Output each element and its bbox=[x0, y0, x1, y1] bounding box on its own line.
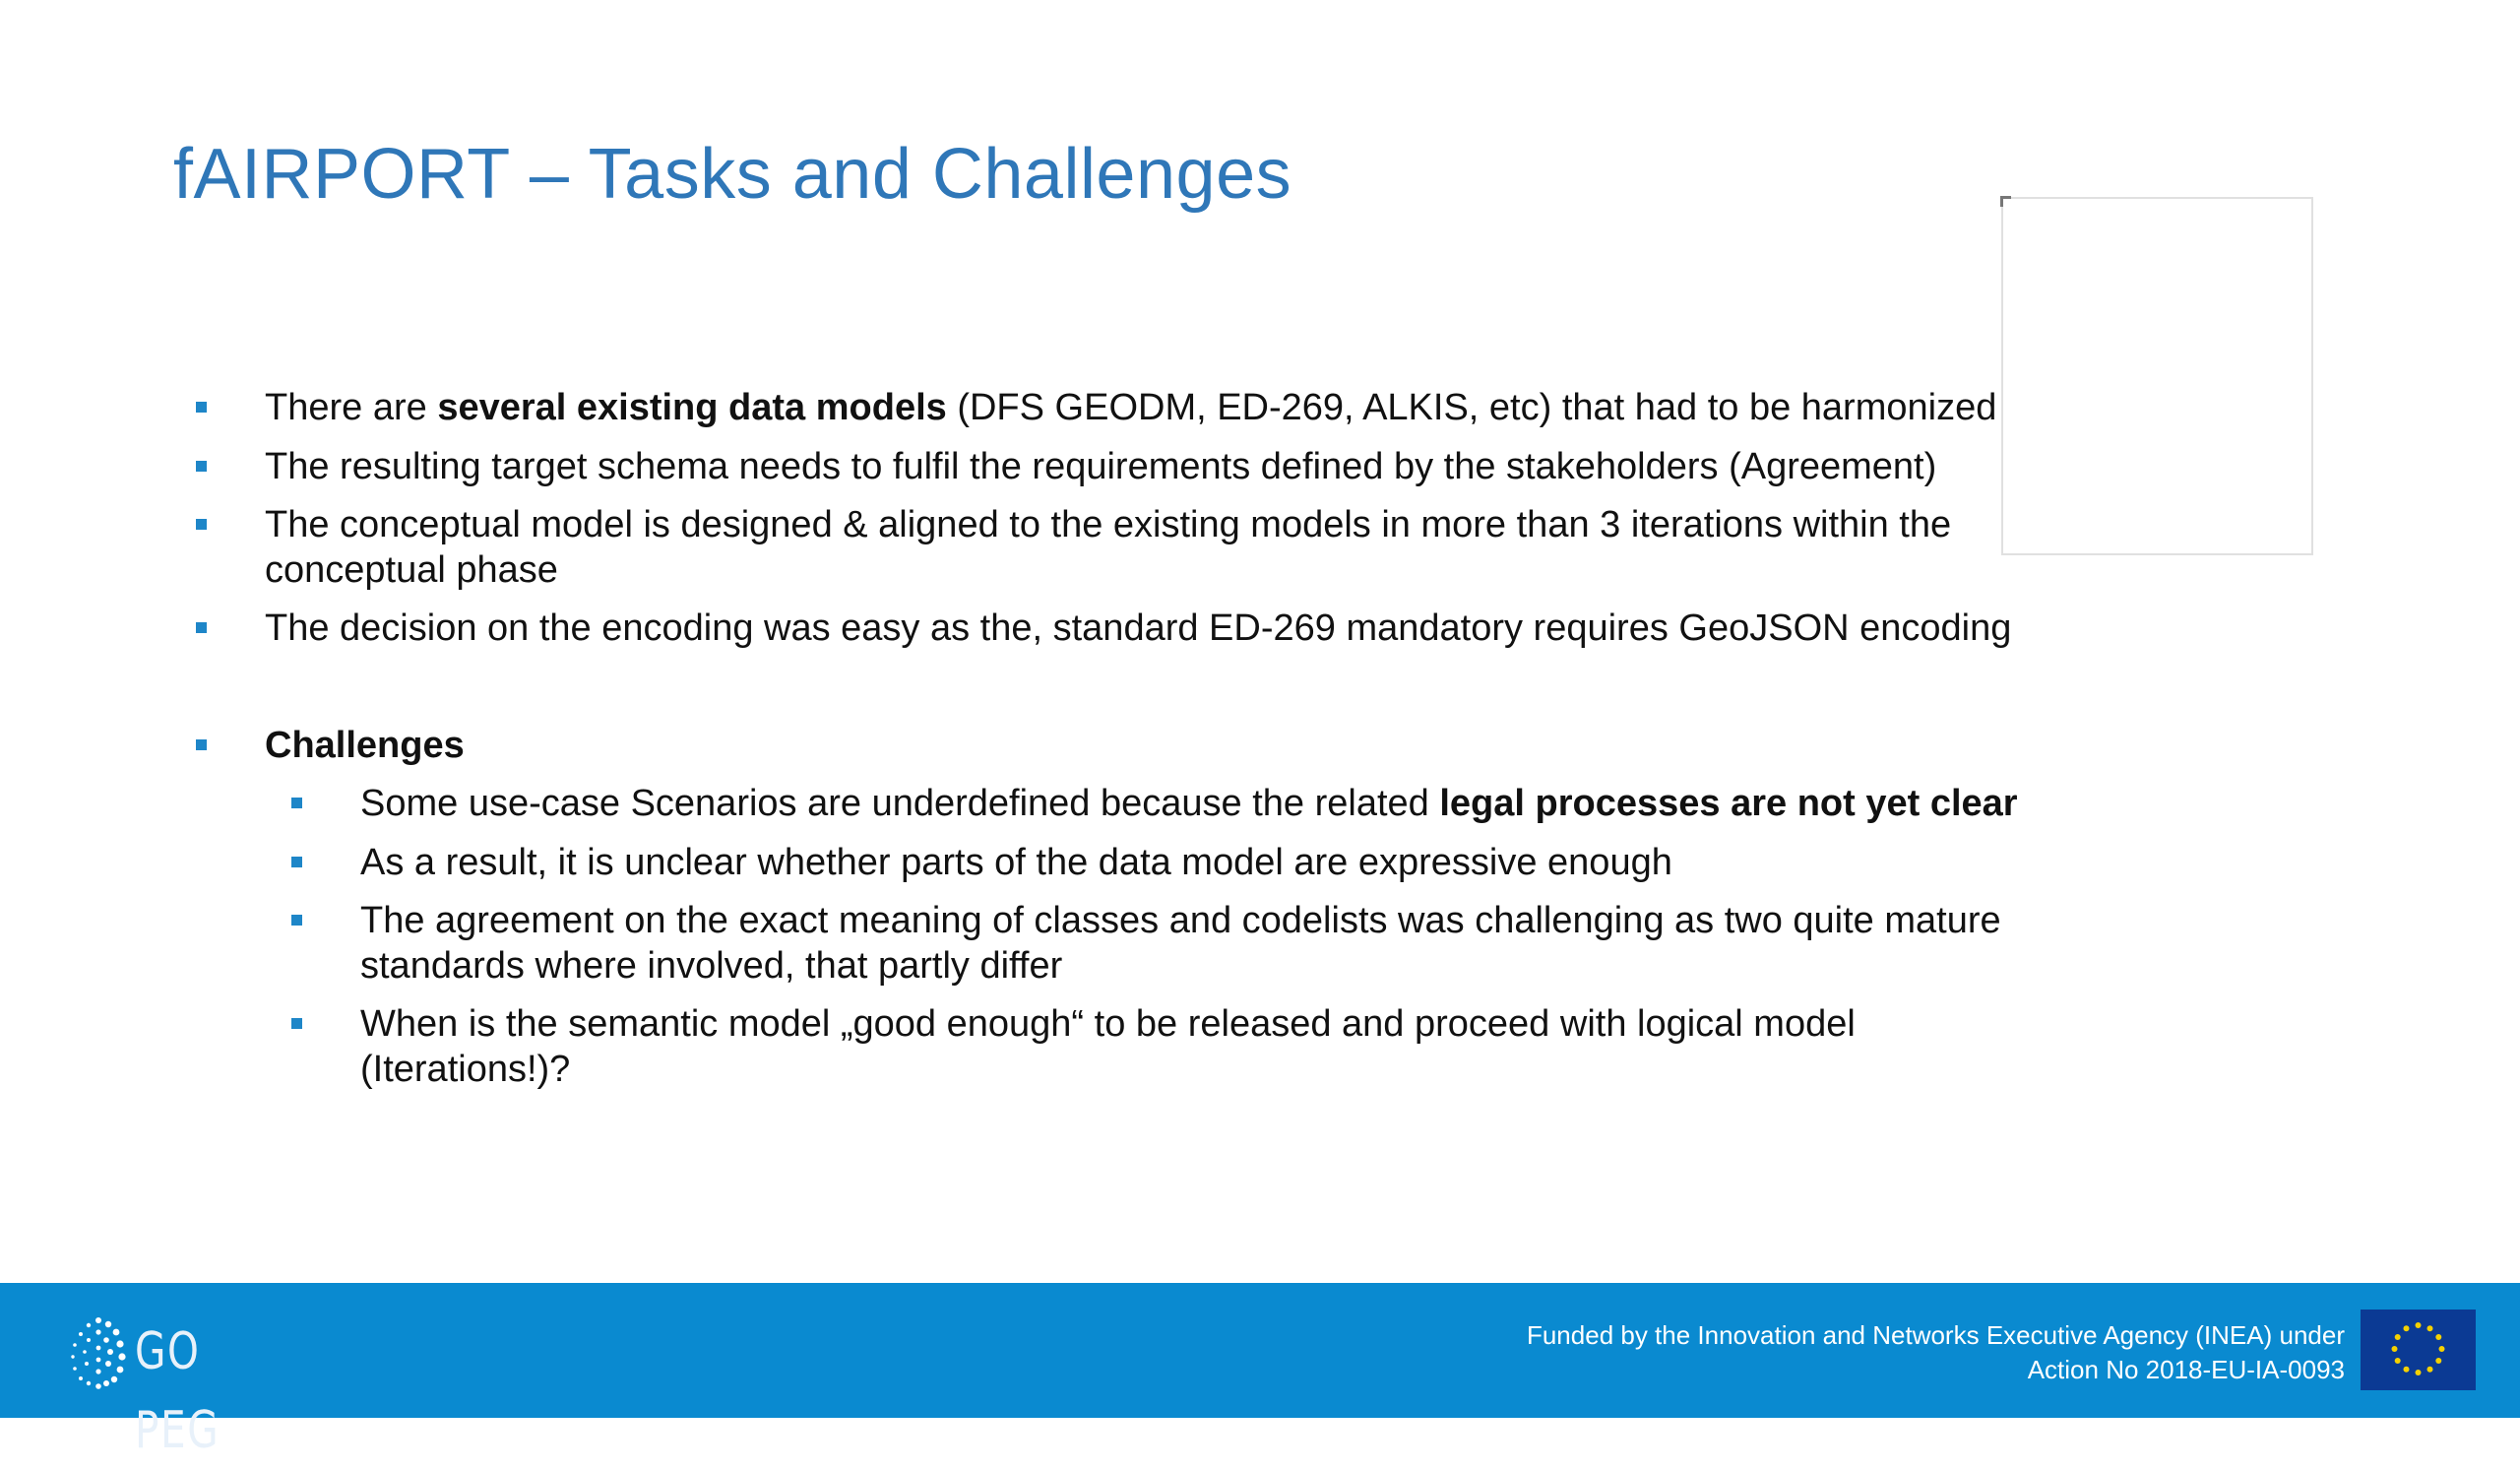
logo-text: GO PEG bbox=[135, 1322, 220, 1460]
sub-bullet-item bbox=[360, 840, 1672, 885]
funding-line: Funded by the Innovation and Networks Executive Agency (INEA) under bbox=[1526, 1320, 2345, 1350]
bullet-marker bbox=[196, 519, 207, 530]
eu-stars-icon bbox=[2361, 1310, 2476, 1390]
bullet-item bbox=[265, 385, 1996, 430]
dot-pattern-icon bbox=[63, 1312, 132, 1391]
bullet-text: conceptual phase bbox=[265, 549, 558, 591]
bullet-item-challenges bbox=[265, 723, 465, 768]
bullet-marker bbox=[196, 622, 207, 633]
bullet-item bbox=[265, 502, 1951, 593]
challenges-heading: Challenges bbox=[265, 725, 465, 766]
bullet-text: When is the semantic model „good enough“ to be released and proceed with logical model bbox=[360, 1003, 1856, 1045]
bullet-marker bbox=[196, 739, 207, 750]
sub-bullet-item bbox=[360, 781, 2018, 826]
bullet-marker bbox=[291, 915, 302, 926]
bullet-text: (DFS GEODM, ED-269, ALKIS, etc) that had to be harmonized bbox=[946, 387, 1997, 428]
bullet-item bbox=[265, 444, 1936, 489]
footer-bar bbox=[0, 1283, 2520, 1460]
bullet-item bbox=[265, 606, 2011, 651]
bullet-text: There are bbox=[265, 387, 438, 428]
bullet-text: The decision on the encoding was easy as the, standard ED-269 mandatory requires GeoJSON encoding bbox=[265, 607, 2012, 649]
sub-bullet-item bbox=[360, 1001, 1856, 1092]
bullet-marker bbox=[196, 402, 207, 413]
bullet-text: The resulting target schema needs to fulfil the requirements defined by the stakeholders (Agreement) bbox=[265, 446, 1937, 487]
bullet-marker bbox=[291, 857, 302, 867]
sub-bullet-item bbox=[360, 898, 2001, 989]
funding-statement bbox=[1527, 1318, 2345, 1387]
bullet-text: The agreement on the exact meaning of classes and codelists was challenging as two quite mature bbox=[360, 900, 2001, 941]
go-peg-logo bbox=[63, 1312, 299, 1460]
bullet-text: Some use-case Scenarios are underdefined because the related bbox=[360, 783, 1440, 824]
slide-title: fAIRPORT – Tasks and Challenges bbox=[173, 135, 1292, 214]
funding-line: Action No 2018-EU-IA-0093 bbox=[2027, 1355, 2345, 1384]
bullet-bold-text: several existing data models bbox=[437, 387, 947, 428]
bullet-text: As a result, it is unclear whether parts of the data model are expressive enough bbox=[360, 842, 1672, 883]
bullet-marker bbox=[196, 461, 207, 472]
bullet-text: The conceptual model is designed & aligned to the existing models in more than 3 iterations within the bbox=[265, 504, 1952, 545]
bullet-text: standards where involved, that partly differ bbox=[360, 945, 1063, 987]
bullet-marker bbox=[291, 1018, 302, 1029]
bullet-text: (Iterations!)? bbox=[360, 1049, 571, 1090]
eu-flag-icon bbox=[2361, 1310, 2476, 1390]
bullet-bold-text: legal processes are not yet clear bbox=[1439, 783, 2018, 824]
bullet-marker bbox=[291, 798, 302, 808]
